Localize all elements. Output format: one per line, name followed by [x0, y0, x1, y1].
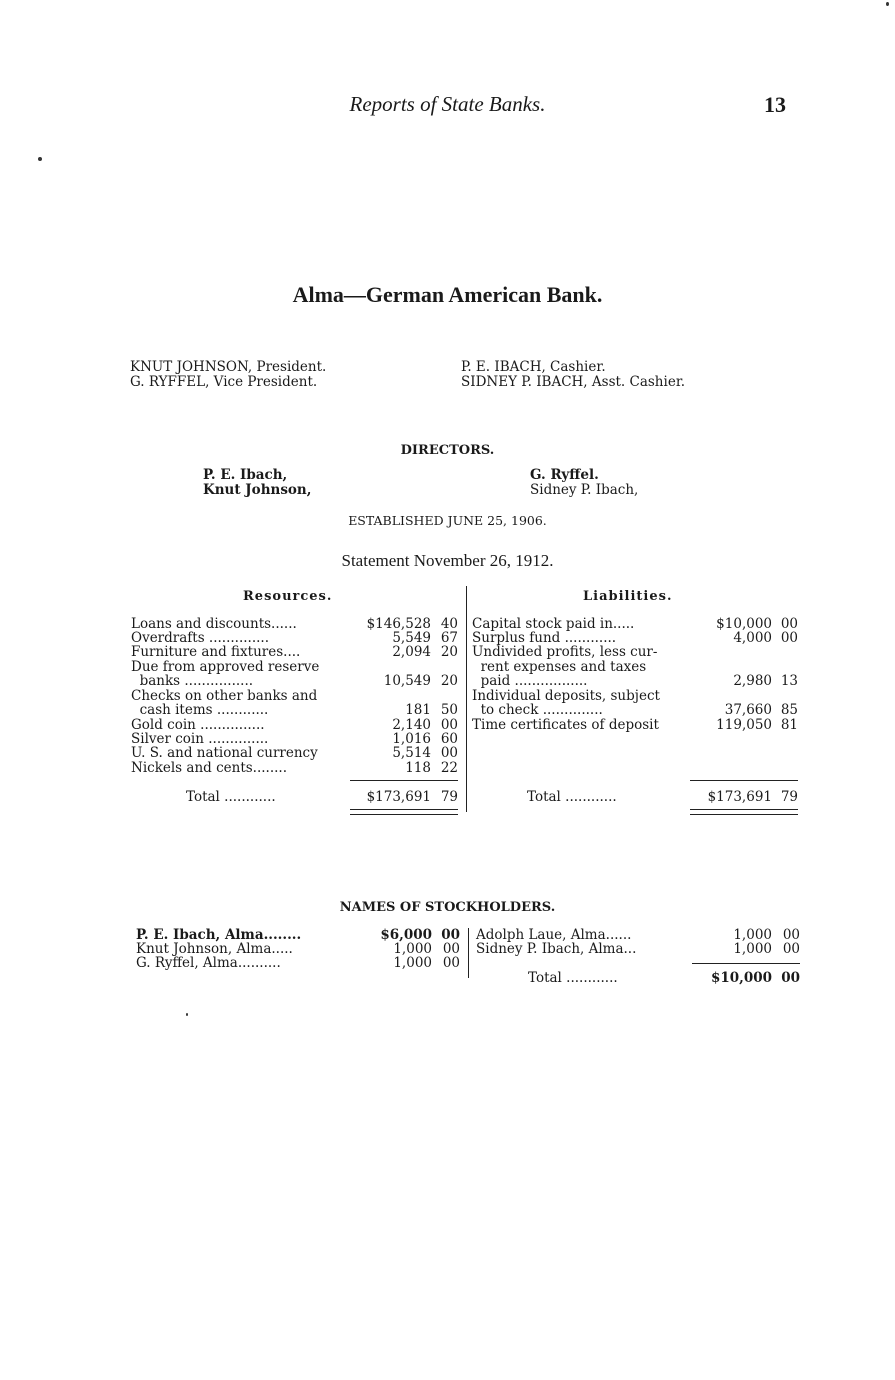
page-number: 13 — [764, 92, 786, 117]
item-amount: 1,000 — [393, 941, 432, 957]
row-label: paid ................. — [472, 673, 588, 689]
row-label: Due from approved reserve — [131, 659, 320, 675]
list-item: G. Ryffel, Alma.......... — [136, 955, 281, 971]
director-name: P. E. Ibach, — [203, 467, 288, 483]
double-rule — [350, 809, 458, 815]
table-row — [131, 674, 253, 689]
row-amount: 119,050 — [716, 717, 772, 733]
item-cents: 00 — [442, 941, 460, 957]
total-rule — [690, 780, 798, 781]
row-amount: 37,660 — [724, 702, 772, 718]
table-row — [472, 718, 659, 733]
total-cents: 79 — [780, 789, 798, 805]
item-amount: $6,000 — [380, 927, 432, 943]
row-cents: 20 — [440, 673, 458, 689]
row-cents: 67 — [440, 630, 458, 646]
row-cents: 20 — [440, 644, 458, 660]
row-amount: $10,000 — [716, 616, 772, 632]
list-item: Knut Johnson, Alma..... — [136, 941, 293, 957]
liabilities-heading: Liabilities. — [583, 589, 673, 604]
row-cents: 50 — [440, 702, 458, 718]
row-label: Surplus fund ............ — [472, 630, 617, 646]
row-cents: 00 — [440, 717, 458, 733]
row-cents: 00 — [440, 745, 458, 761]
row-amount: $146,528 — [366, 616, 431, 632]
table-row — [131, 761, 287, 776]
item-cents: 00 — [442, 955, 460, 971]
table-row — [131, 746, 318, 761]
officers-right — [461, 360, 685, 390]
total-cents: 79 — [440, 789, 458, 805]
officer-president: KNUT JOHNSON, President. — [130, 359, 327, 375]
column-divider — [466, 586, 467, 812]
row-label: Checks on other banks and — [131, 688, 318, 704]
total-amount: $173,691 — [366, 789, 431, 805]
officer-asst-cashier: SIDNEY P. IBACH, Asst. Cashier. — [461, 374, 686, 390]
established-date: ESTABLISHED JUNE 25, 1906. — [348, 513, 547, 528]
item-cents: 00 — [782, 941, 800, 957]
row-cents: 60 — [440, 731, 458, 747]
row-label: Silver coin .............. — [131, 731, 269, 747]
total-row — [186, 790, 276, 805]
row-label: U. S. and national currency — [131, 745, 318, 761]
row-amount: 1,016 — [392, 731, 431, 747]
officer-cashier: P. E. IBACH, Cashier. — [461, 359, 606, 375]
total-row — [528, 971, 618, 986]
total-cents: 00 — [781, 970, 800, 986]
total-row — [527, 790, 617, 805]
row-cents: 40 — [440, 616, 458, 632]
row-label: Nickels and cents........ — [131, 760, 288, 776]
table-row — [131, 645, 300, 660]
row-amount: 181 — [405, 702, 431, 718]
directors-right — [530, 468, 638, 498]
director-name: G. Ryffel. — [530, 467, 599, 483]
row-label: Undivided profits, less cur- — [472, 644, 658, 660]
row-label: banks ................ — [131, 673, 254, 689]
director-name: Knut Johnson, — [203, 482, 312, 498]
total-amount: $173,691 — [707, 789, 772, 805]
table-row — [472, 674, 587, 689]
total-rule — [692, 963, 800, 964]
row-label: Furniture and fixtures.... — [131, 644, 301, 660]
table-row — [131, 703, 268, 718]
row-label: Individual deposits, subject — [472, 688, 660, 704]
row-label: cash items ............ — [131, 702, 269, 718]
row-cents: 81 — [780, 717, 798, 733]
statement-date: Statement November 26, 1912. — [341, 551, 554, 570]
total-label: Total ............ — [186, 789, 276, 805]
total-label: Total ............ — [528, 970, 618, 986]
scan-speck — [186, 1013, 188, 1016]
bank-title: Alma—German American Bank. — [292, 282, 603, 307]
item-amount: 1,000 — [393, 955, 432, 971]
row-amount: 2,140 — [392, 717, 431, 733]
director-name: Sidney P. Ibach, — [530, 482, 639, 498]
row-amount: 5,549 — [392, 630, 431, 646]
row-cents: 13 — [780, 673, 798, 689]
total-rule — [350, 780, 458, 781]
directors-left — [203, 468, 311, 498]
row-label: Loans and discounts...... — [131, 616, 297, 632]
item-amount: 1,000 — [733, 927, 772, 943]
row-amount: 4,000 — [733, 630, 772, 646]
total-label: Total ............ — [527, 789, 617, 805]
row-label: Gold coin ............... — [131, 717, 265, 733]
row-amount: 10,549 — [383, 673, 431, 689]
table-row — [472, 703, 603, 718]
list-item: Sidney P. Ibach, Alma... — [476, 941, 637, 957]
row-label: to check .............. — [472, 702, 603, 718]
stockholders-heading: NAMES OF STOCKHOLDERS. — [339, 900, 556, 915]
list-item: Adolph Laue, Alma...... — [476, 927, 632, 943]
row-amount: 5,514 — [392, 745, 431, 761]
resources-heading: Resources. — [243, 589, 333, 604]
table-row — [472, 645, 657, 660]
scan-speck — [886, 2, 889, 6]
row-label: Time certificates of deposit — [472, 717, 659, 733]
row-cents: 00 — [780, 630, 798, 646]
item-cents: 00 — [782, 927, 800, 943]
total-amount: $10,000 — [710, 970, 772, 986]
directors-heading: DIRECTORS. — [400, 443, 495, 458]
officer-vice-president: G. RYFFEL, Vice President. — [130, 374, 318, 390]
row-label: Overdrafts .............. — [131, 630, 269, 646]
row-label: rent expenses and taxes — [472, 659, 647, 675]
row-cents: 22 — [440, 760, 458, 776]
officers-left — [130, 360, 326, 390]
row-label: Capital stock paid in..... — [472, 616, 635, 632]
item-amount: 1,000 — [733, 941, 772, 957]
row-amount: 2,094 — [392, 644, 431, 660]
double-rule — [690, 809, 798, 815]
item-cents: 00 — [441, 927, 460, 943]
row-amount: 118 — [405, 760, 431, 776]
scan-speck — [38, 157, 42, 161]
row-cents: 85 — [780, 702, 798, 718]
stockholders-divider — [468, 928, 469, 978]
row-amount: 2,980 — [733, 673, 772, 689]
list-item: P. E. Ibach, Alma........ — [136, 927, 302, 943]
row-cents: 00 — [780, 616, 798, 632]
running-header-title: Reports of State Banks. — [349, 92, 546, 116]
